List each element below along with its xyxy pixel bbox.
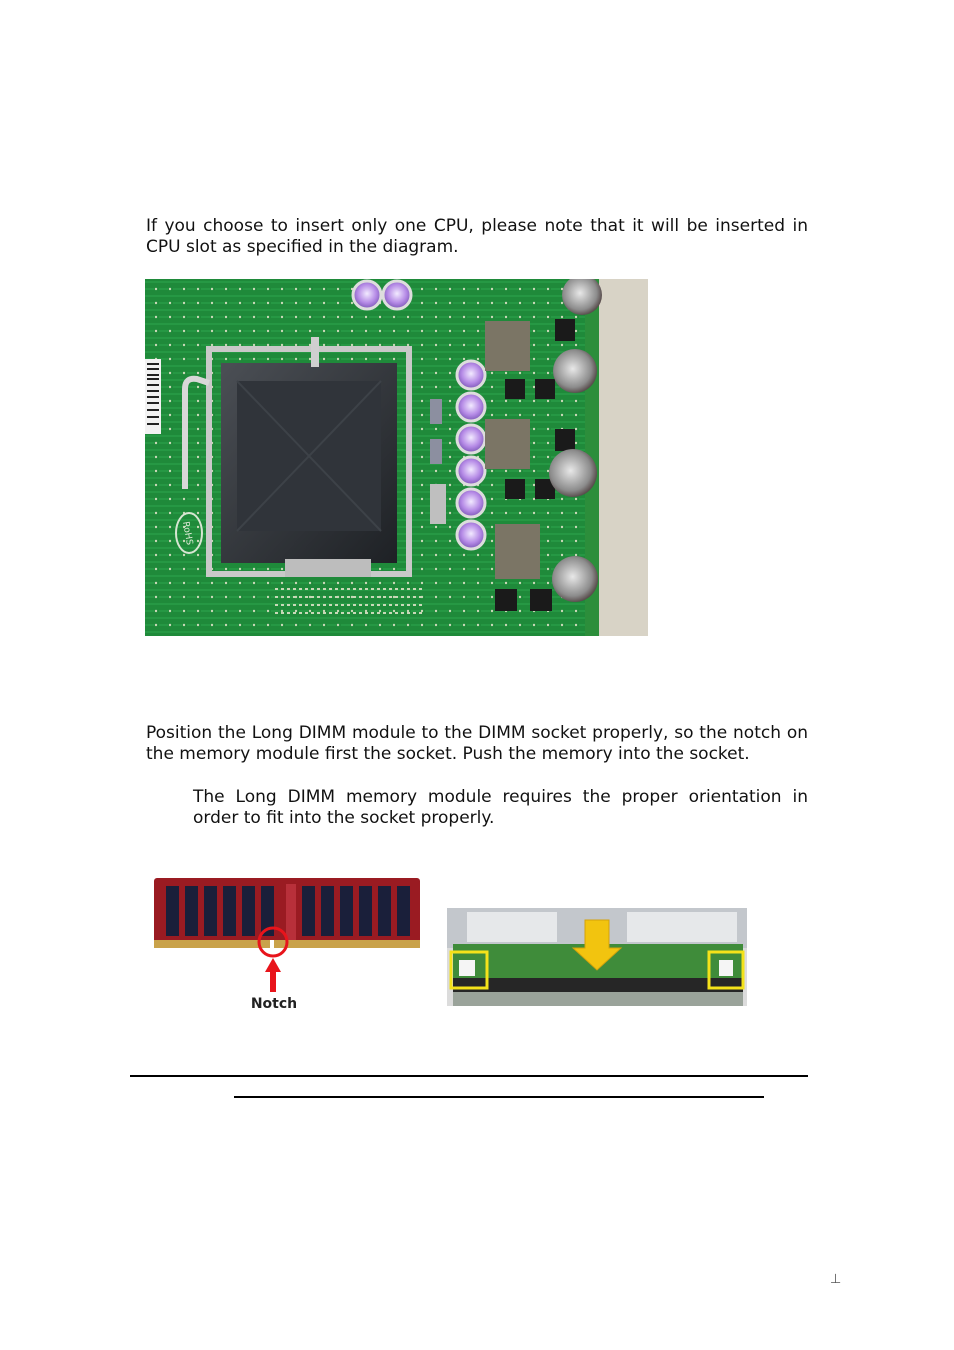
cpu-instruction-text: If you choose to insert only one CPU, please note that it will be inserted in CPU slot as specified in the diagram. — [146, 216, 808, 257]
dimm-slot-photo — [447, 908, 747, 1006]
dimm-instruction-text: Position the Long DIMM module to the DIMM socket properly, so the notch on the memory module first the socket. Push the memory into the socket. — [146, 723, 808, 764]
footer-rule-bottom — [234, 1096, 764, 1098]
notch-label: Notch — [250, 996, 298, 1012]
notch-arrow-icon — [265, 958, 281, 992]
cpu-socket-photo — [145, 279, 648, 636]
rohs-mark: RoHS — [180, 520, 195, 546]
footer-rule-top — [130, 1075, 808, 1077]
dimm-module-photo — [152, 876, 424, 1016]
page-marker: ⊥ — [830, 1272, 842, 1287]
dimm-orientation-note: The Long DIMM memory module requires the proper orientation in order to fit into the socket properly. — [193, 787, 808, 828]
